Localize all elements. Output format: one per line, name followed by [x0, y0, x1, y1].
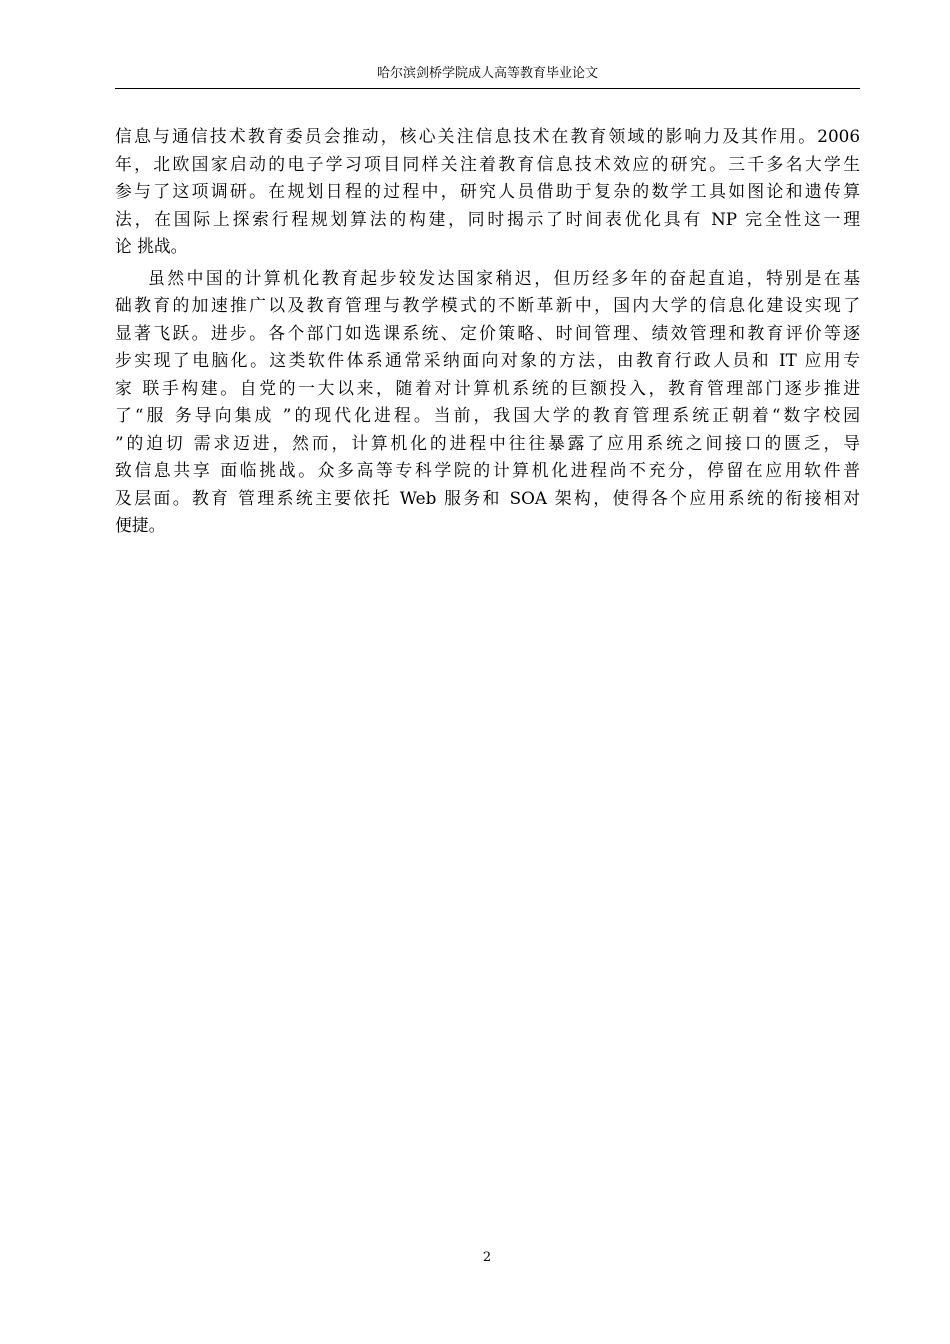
text-line: 参与了这项调研。在规划日程的过程中，研究人员借助于复杂的数学工具如图论和遗传算: [115, 181, 860, 201]
text-line: 及层面。教育 管理系统主要依托 Web 服务和 SOA 架构，使得各个应用系统的衔接相对: [115, 487, 860, 508]
text-line: 显著飞跃。进步。各个部门如选课系统、定价策略、时间管理、绩效管理和教育评价等逐: [115, 322, 860, 343]
text-line: 虽然中国的计算机化教育起步较发达国家稍迟，但历经多年的奋起直追，特别是在基: [148, 267, 860, 288]
text-line: 步实现了电脑化。这类软件体系通常采纳面向对象的方法，由教育行政人员和 IT 应用专: [115, 350, 860, 370]
text-line: 年，北欧国家启动的电子学习项目同样关注着教育信息技术效应的研究。三千多名大学生: [115, 153, 860, 174]
text-line: 础教育的加速推广以及教育管理与教学模式的不断革新中，国内大学的信息化建设实现了: [115, 295, 860, 315]
text-line: 信息与通信技术教育委员会推动，核心关注信息技术在教育领域的影响力及其作用。2006: [115, 126, 860, 146]
text-line: 便捷。: [115, 515, 166, 535]
text-line: 法，在国际上探索行程规划算法的构建，同时揭示了时间表优化具有 NP 完全性这一理: [115, 208, 860, 229]
paragraph: [115, 265, 860, 540]
text-line: 论 挑战。: [115, 236, 188, 256]
header-rule: [115, 88, 860, 89]
page-number: 2: [482, 1250, 492, 1265]
text-line: 了“服 务导向集成 ”的现代化进程。当前，我国大学的教育管理系统正朝着“数字校园: [115, 405, 860, 425]
body-text: [115, 123, 860, 540]
paragraph: [115, 123, 860, 261]
text-line: 致信息共享 面临挑战。众多高等专科学院的计算机化进程尚不充分，停留在应用软件普: [115, 460, 860, 480]
text-line: 家 联手构建。自党的一大以来，随着对计算机系统的巨额投入，教育管理部门逐步推进: [115, 377, 860, 398]
text-line: ”的迫切 需求迈进，然而，计算机化的进程中往往暴露了应用系统之间接口的匮乏，导: [115, 432, 860, 453]
running-header: 哈尔滨剑桥学院成人高等教育毕业论文: [376, 66, 598, 81]
